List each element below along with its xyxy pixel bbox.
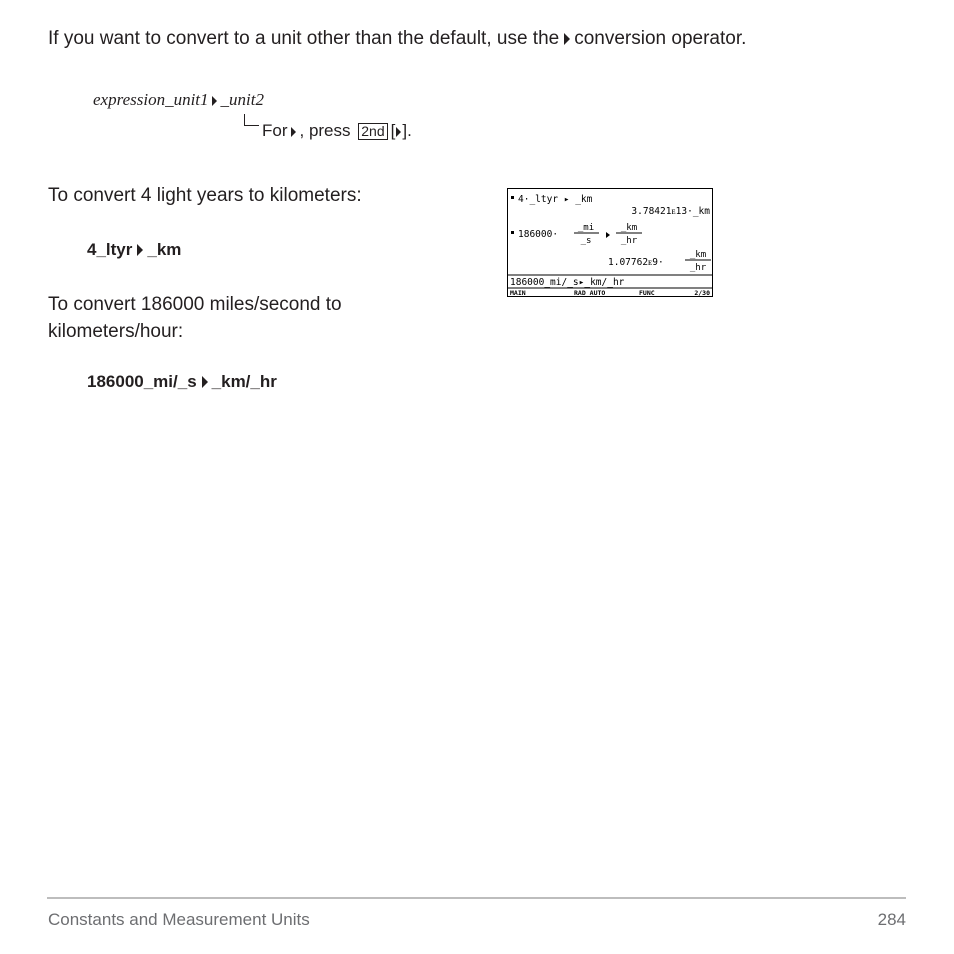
- status-graph: FUNC: [639, 289, 655, 296]
- page-number: 284: [877, 910, 906, 929]
- calculator-screenshot: [507, 188, 713, 297]
- history-bullet-icon: [511, 196, 514, 199]
- calc-result2-den: _hr: [689, 263, 707, 273]
- syntax-right: _unit2: [220, 90, 264, 109]
- syntax-note: [262, 121, 412, 141]
- calc-entry-line: 186000_mi/_s▸_km/_hr: [510, 277, 625, 288]
- key2-open: [: [390, 121, 396, 140]
- intro-text-after: conversion operator.: [574, 28, 747, 49]
- status-history: 2/30: [694, 289, 710, 296]
- key2-close: ].: [402, 121, 412, 140]
- calc-entry2-to-num: _km: [620, 223, 638, 233]
- step2-text: To convert 186000 miles/second to kilometers/hour:: [48, 294, 342, 342]
- step2-command-right: _km/_hr: [211, 372, 277, 391]
- second-key: 2nd: [358, 123, 387, 140]
- history-bullet-icon: [511, 231, 514, 234]
- note-middle: , press: [299, 121, 351, 140]
- step1-command-left: 4_ltyr: [87, 240, 133, 259]
- conversion-operator-icon: [137, 244, 143, 256]
- calc-entry2-num: _mi: [577, 223, 595, 233]
- right-arrow-key-icon: [396, 127, 401, 137]
- syntax-line: [93, 90, 264, 110]
- conversion-operator-icon: [564, 33, 570, 45]
- calculator-screen: [508, 189, 712, 296]
- note-prefix: For: [262, 121, 288, 140]
- step2-command-left: 186000_mi/_s: [87, 372, 197, 391]
- intro-paragraph: [48, 28, 746, 50]
- calc-entry2-den: _s: [580, 236, 592, 246]
- conversion-operator-icon: [212, 96, 217, 106]
- step2-command: [87, 372, 277, 392]
- syntax-callout-bracket: [244, 114, 259, 126]
- syntax-left: expression_unit1: [93, 90, 209, 109]
- status-angle: RAD AUTO: [574, 289, 606, 296]
- calc-entry1: 4·_ltyr ▸ _km: [518, 194, 593, 205]
- intro-text-before: If you want to convert to a unit other than the default, use the: [48, 28, 560, 49]
- step1-text: To convert 4 light years to kilometers:: [48, 185, 362, 206]
- calc-result2-value: 1.07762ᴇ9·: [608, 257, 664, 268]
- step1-command: [87, 240, 181, 260]
- calc-entry2-to-den: _hr: [620, 236, 638, 246]
- calc-entry2-value: 186000·: [518, 229, 559, 240]
- footer-rule: [47, 897, 906, 899]
- calc-result2-num: _km: [689, 250, 707, 260]
- step1-command-right: _km: [147, 240, 182, 259]
- conversion-operator-icon: [606, 232, 610, 238]
- footer-title: Constants and Measurement Units: [48, 910, 310, 929]
- conversion-operator-icon: [291, 127, 296, 137]
- status-mode: MAIN: [510, 289, 526, 296]
- calc-result1: 3.78421ᴇ13·_km: [631, 206, 710, 217]
- conversion-operator-icon: [202, 376, 208, 388]
